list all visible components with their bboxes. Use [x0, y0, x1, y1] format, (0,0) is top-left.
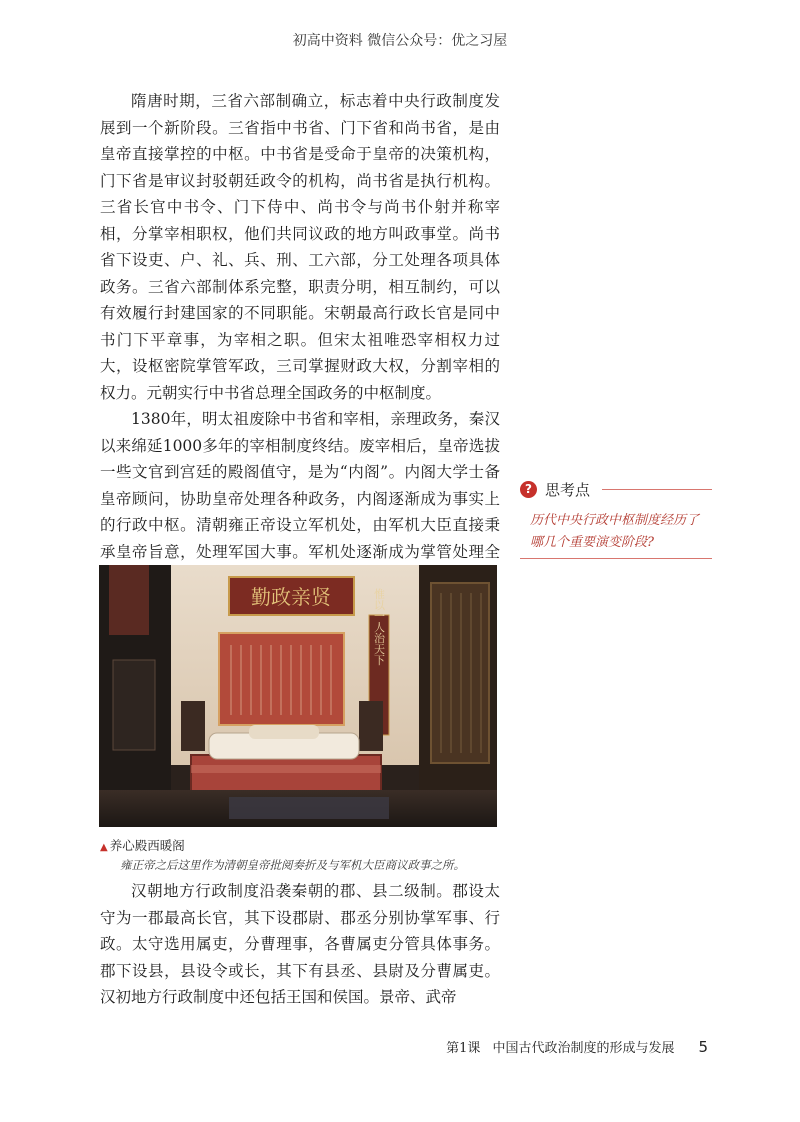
think-point-box — [520, 478, 712, 559]
body-text-bottom — [100, 878, 500, 1011]
photo-yangxin-hall — [99, 565, 497, 827]
divider — [520, 558, 712, 559]
page-footer — [446, 1037, 708, 1056]
body-text-top — [100, 88, 500, 592]
question-icon: ? — [520, 481, 537, 498]
plaque-text: 勤政亲贤 — [251, 585, 331, 609]
paragraph: 汉朝地方行政制度沿袭秦朝的郡、县二级制。郡设太守为一郡最高长官，其下设郡尉、郡丞分别协掌军事、行政。太守选用属吏，分曹理事，各曹属吏分管具体事务。郡下设县，县设令或长，其下有县丞、县尉及分曹属吏。汉初地方行政制度中还包括王国和侯国。景帝、武帝 — [100, 882, 500, 1006]
divider — [602, 489, 712, 490]
caption-description: 雍正帝之后这里作为清朝皇帝批阅奏折及与军机大臣商议政事之所。 — [120, 858, 465, 872]
triangle-icon: ▲ — [100, 842, 108, 853]
lesson-title: 中国古代政治制度的形成与发展 — [492, 1041, 675, 1056]
think-point-header — [520, 478, 712, 500]
photo-caption — [100, 837, 520, 874]
think-point-text: 历代中央行政中枢制度经历了哪几个重要演变阶段? — [530, 513, 700, 550]
paragraph: 1380年，明太祖废除中书省和宰相，亲理政务，秦汉以来绵延1000多年的宰相制度终结。废宰相后，皇帝选拔一些文官到宫廷的殿阁值守，是为“内阁”。内阁大学士备皇帝顾问，协助皇帝处理各种政务，内阁逐渐成为事实上的行政中枢。清朝雍正帝设立军机处，由军机大臣直接秉承皇帝旨意，处理军国大事。军机处逐渐成为掌管处理全 — [100, 410, 500, 561]
page-number: 5 — [698, 1038, 708, 1056]
page-header: 初高中资料 微信公众号：优之习屋 — [292, 33, 508, 49]
think-point-title: 思考点 — [545, 480, 591, 499]
caption-title: 养心殿西暖阁 — [109, 838, 185, 853]
lesson-number: 第1课 — [446, 1041, 481, 1056]
paragraph: 隋唐时期，三省六部制确立，标志着中央行政制度发展到一个新阶段。三省指中书省、门下省和尚书省，是由皇帝直接掌控的中枢。中书省是受命于皇帝的决策机构，门下省是审议封驳朝廷政令的机构，尚书省是执行机构。三省长官中书令、门下侍中、尚书令与尚书仆射并称宰相，分掌宰相职权，他们共同议政的地方叫政事堂。尚书省下设吏、户、礼、兵、刑、工六部，分工处理各项具体政务。三省六部制体系完整，职责分明，相互制约，可以有效履行封建国家的不同职能。宋朝最高行政长官是同中书门下平章事，为宰相之职。但宋太祖唯恐宰相权力过大，设枢密院掌管军政，三司掌握财政大权，分割宰相的权力。元朝实行中书省总理全国政务的中枢制度。 — [100, 92, 500, 402]
couplet-text: 惟以一人治天下 — [372, 588, 386, 666]
